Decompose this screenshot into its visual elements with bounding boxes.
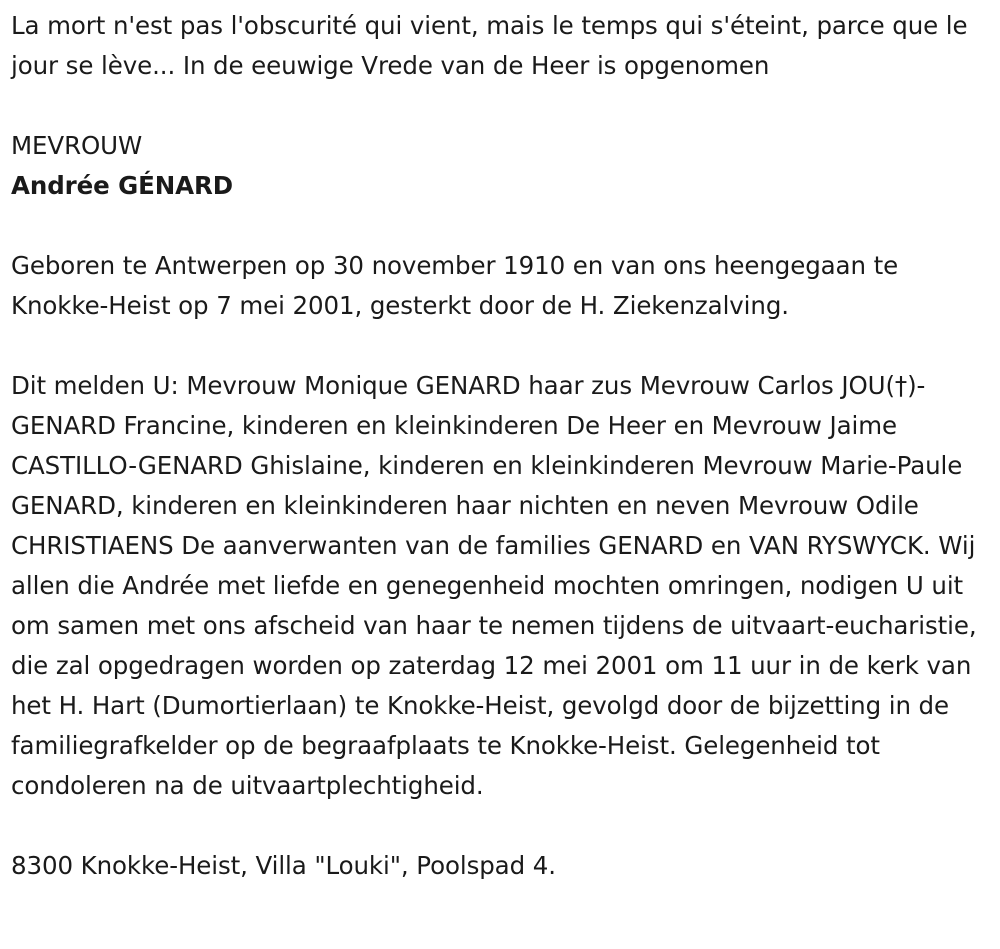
announcement-paragraph: Dit melden U: Mevrouw Monique GENARD haar zus Mevrouw Carlos JOU(†)-GENARD Francine, kinderen en kleinkinderen De Heer en Mevrouw Jaime CASTILLO-GENARD Ghislaine, kinderen en kleinkinderen Mevrouw Marie-Paule GENARD, kinderen en kleinkinderen haar nichten en neven Mevrouw Odile CHRISTIAENS De aanverwanten van de families GENARD en VAN RYSWYCK. Wij allen die Andrée met liefde en genegenheid mochten omringen, nodigen U uit om samen met ons afscheid van haar te nemen tijdens de uitvaart-eucharistie, die zal opgedragen worden op zaterdag 12 mei 2001 om 11 uur in de kerk van het H. Hart (Dumortierlaan) te Knokke-Heist, gevolgd door de bijzetting in de familiegrafkelder op de begraafplaats te Knokke-Heist. Gelegenheid tot condoleren na de uitvaartplechtigheid. bbox=[11, 371, 977, 800]
address: 8300 Knokke-Heist, Villa "Louki", Poolspad 4. bbox=[11, 851, 556, 880]
deceased-name: Andrée GÉNARD bbox=[11, 171, 233, 200]
spacer bbox=[11, 326, 996, 366]
obituary-notice bbox=[11, 6, 996, 886]
birth-death-paragraph: Geboren te Antwerpen op 30 november 1910 en van ons heengegaan te Knokke-Heist op 7 mei 2001, gesterkt door de H. Ziekenzalving. bbox=[11, 251, 899, 320]
intro-quote: La mort n'est pas l'obscurité qui vient, mais le temps qui s'éteint, parce que le jour se lève... In de eeuwige Vrede van de Heer is opgenomen bbox=[11, 11, 968, 80]
spacer bbox=[11, 806, 996, 846]
spacer bbox=[11, 86, 996, 126]
spacer bbox=[11, 206, 996, 246]
honorific: MEVROUW bbox=[11, 131, 143, 160]
